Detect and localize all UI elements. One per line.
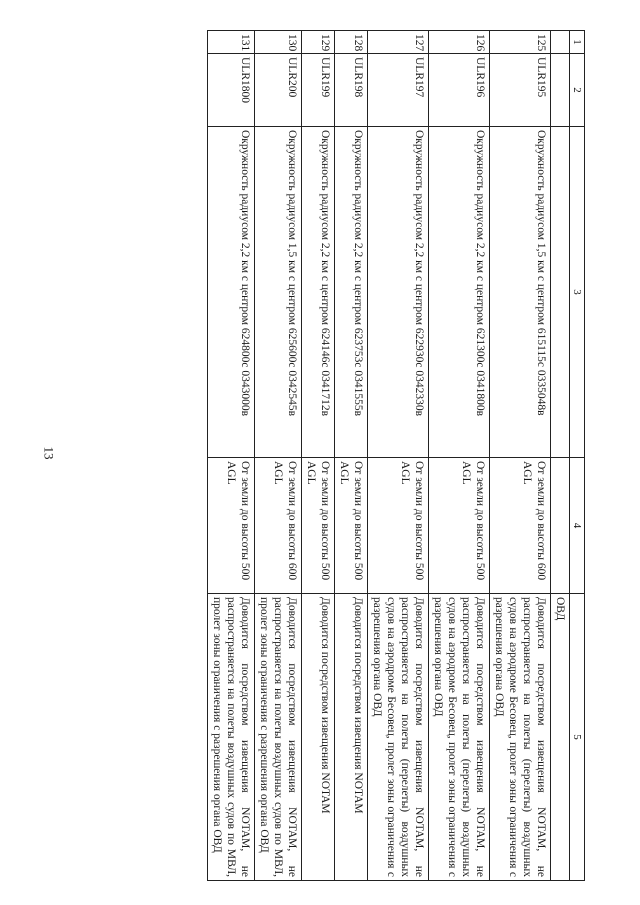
zone-area: Окружность радиусом 2,2 км с центром 622930с 0342330в <box>368 127 429 458</box>
table-row <box>368 31 429 881</box>
zone-description: Доводится посредством извещения NOTAM, не распространяется на полеты воздушных судов по МВЛ, пролет зоны ограничения с разрешения органа ОВД <box>208 594 255 881</box>
header-col-5: 5 <box>570 594 585 881</box>
document-sheet <box>75 30 585 875</box>
continuation-row <box>551 31 570 881</box>
zone-description: Доводится посредством извещения NOTAM, не распространяется на полеты (перелеты) воздушных судов на аэродроме Бесовец, пролет зоны ограничения с разрешения органа ОВД <box>490 594 551 881</box>
zone-area: Окружность радиусом 1,5 км с центром 615115с 0335048в <box>490 127 551 458</box>
zone-height: От земли до высоты 600 AGL <box>490 458 551 594</box>
table-row <box>429 31 490 881</box>
zone-description: Доводится посредством извещения NOTAM, не распространяется на полеты (перелеты) воздушных судов на аэродроме Бесовец, пролет зоны ограничения с разрешения органа ОВД <box>429 594 490 881</box>
zone-code: ULR1800 <box>208 54 255 127</box>
table-row <box>302 31 335 881</box>
zone-area: Окружность радиусом 2,2 км с центром 621300с 0341800в <box>429 127 490 458</box>
zone-height: От земли до высоты 600 AGL <box>255 458 302 594</box>
page-number: 13 <box>41 446 57 460</box>
zone-area: Окружность радиусом 2,2 км с центром 624800с 0343000в <box>208 127 255 458</box>
table-row <box>490 31 551 881</box>
zone-code: ULR195 <box>490 54 551 127</box>
zone-area: Окружность радиусом 2,2 км с центром 624146с 0341712в <box>302 127 335 458</box>
zone-height: От земли до высоты 500 AGL <box>368 458 429 594</box>
zone-code: ULR196 <box>429 54 490 127</box>
table-row <box>255 31 302 881</box>
header-col-1: 1 <box>570 31 585 54</box>
continuation-text: ОВД <box>551 594 570 881</box>
zone-description: Доводится посредством извещения NOTAM <box>335 594 368 881</box>
table-header-row <box>570 31 585 881</box>
zone-code: ULR199 <box>302 54 335 127</box>
table-row <box>208 31 255 881</box>
row-number: 126 <box>429 31 490 54</box>
row-number: 127 <box>368 31 429 54</box>
zone-height: От земли до высоты 500 AGL <box>302 458 335 594</box>
zone-code: ULR200 <box>255 54 302 127</box>
zone-code: ULR197 <box>368 54 429 127</box>
zone-description: Доводится посредством извещения NOTAM, не распространяется на полеты (перелеты) воздушных судов на аэродроме Бесовец, пролет зоны ограничения с разрешения органа ОВД <box>368 594 429 881</box>
table-row <box>335 31 368 881</box>
restricted-zones-table <box>207 30 585 881</box>
row-number: 128 <box>335 31 368 54</box>
zone-height: От земли до высоты 500 AGL <box>208 458 255 594</box>
zone-area: Окружность радиусом 1,5 км с центром 625600с 0342545в <box>255 127 302 458</box>
zone-code: ULR198 <box>335 54 368 127</box>
row-number: 125 <box>490 31 551 54</box>
zone-height: От земли до высоты 500 AGL <box>335 458 368 594</box>
header-col-4: 4 <box>570 458 585 594</box>
row-number: 129 <box>302 31 335 54</box>
zone-height: От земли до высоты 500 AGL <box>429 458 490 594</box>
zone-description: Доводится посредством извещения NOTAM, не распространяется на полеты воздушных судов по МВЛ, пролет зоны ограничения с разрешения органа ОВД <box>255 594 302 881</box>
header-col-3: 3 <box>570 127 585 458</box>
row-number: 130 <box>255 31 302 54</box>
row-number: 131 <box>208 31 255 54</box>
zone-area: Окружность радиусом 2,2 км с центром 623753с 0341555в <box>335 127 368 458</box>
header-col-2: 2 <box>570 54 585 127</box>
zone-description: Доводится посредством извещения NOTAM <box>302 594 335 881</box>
